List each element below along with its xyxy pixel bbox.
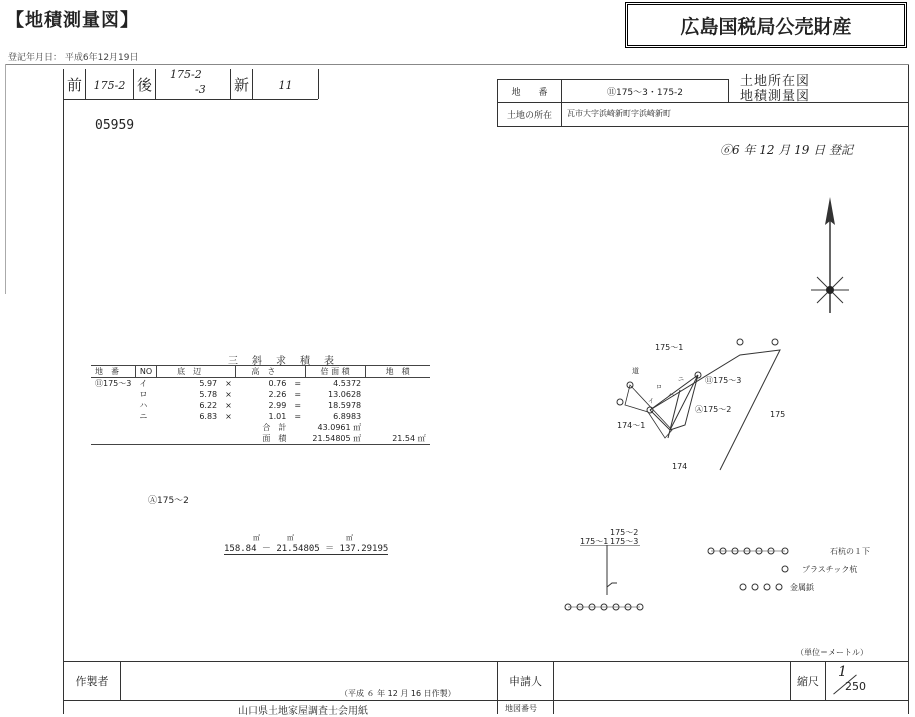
calc-no: ロ	[139, 390, 148, 399]
footer-line	[120, 661, 121, 700]
legend-item1: 石杭の１下	[830, 547, 870, 556]
calc-unit: ㎡	[353, 434, 362, 443]
calc-area-label: 面 積	[262, 434, 287, 443]
calc-eq: =	[294, 379, 302, 388]
document-title: 【地積測量図】	[6, 10, 139, 31]
calc-eq: =	[294, 390, 302, 399]
calc-times: ×	[225, 379, 232, 388]
new-value: 11	[278, 78, 293, 92]
label-174: 174	[672, 462, 688, 471]
scale-numerator: 1	[838, 664, 847, 680]
calc-double-area: 13.0628	[328, 390, 362, 399]
calc-row	[91, 411, 430, 422]
calc-no: ハ	[139, 401, 148, 410]
diag2-left: 175～1	[580, 537, 609, 546]
label-ni: ニ	[678, 376, 685, 383]
calc-no: ニ	[139, 412, 148, 421]
unit-note: （単位＝メートル）	[796, 648, 868, 657]
calc-eq: =	[294, 412, 302, 421]
footer-line	[63, 700, 908, 701]
calc-table	[91, 365, 430, 445]
pc-line	[63, 99, 318, 100]
calc-header: NO	[135, 366, 156, 378]
legend-symbols	[705, 545, 795, 595]
map-number-label: 地図番号	[505, 704, 537, 713]
remainder-formula: 158.84 － 21.54805 ＝ 137.29195	[224, 541, 388, 555]
tb-line	[497, 126, 908, 127]
lot-value: ⑪175～3・175-2	[606, 87, 684, 98]
footer-line	[553, 661, 554, 714]
calc-double-area: 6.8983	[333, 412, 362, 421]
calc-double-area: 4.5372	[333, 379, 362, 388]
calc-row	[91, 378, 430, 390]
label-174-1: 174～1	[617, 421, 646, 430]
label-ro: ロ	[656, 384, 663, 391]
calc-base: 5.78	[199, 390, 218, 399]
label-ha: ハ	[668, 392, 675, 399]
calc-height: 2.26	[268, 390, 287, 399]
registration-date: 登記年月日： 平成6年12月19日	[8, 53, 139, 63]
calc-header: 地 番	[95, 367, 119, 376]
after-value-2: -3	[195, 83, 206, 96]
calc-unit: ㎡	[417, 434, 426, 443]
map-title-1: 土地所在図	[740, 74, 811, 89]
pc-line	[318, 69, 319, 99]
label-175-2: Ⓐ175～2	[695, 405, 732, 414]
calc-unit: ㎡	[353, 423, 362, 432]
calc-times: ×	[225, 390, 232, 399]
diag2-top: 175～2	[610, 528, 639, 537]
calc-land-area: 21.54	[392, 434, 416, 443]
label-road: 道	[632, 367, 639, 375]
calc-height: 2.99	[268, 401, 287, 410]
diag2-lines	[560, 545, 660, 615]
calc-total-value: 43.0961	[317, 423, 351, 432]
location-value: 瓦市大字浜崎新町字浜崎新町	[567, 109, 671, 118]
after-value-1: 175-2	[170, 68, 202, 81]
legend-item3: 金属鋲	[790, 583, 814, 592]
label-175-3: ⑪175～3	[705, 376, 742, 385]
calc-area-value: 21.54805	[312, 434, 351, 443]
registration-stamp: ⑥6 年 12 月 19 日 登記	[720, 143, 854, 157]
remainder-unit: ㎡	[346, 534, 353, 542]
sheet-left-border	[63, 69, 64, 714]
calc-double-area: 18.5978	[328, 401, 362, 410]
author-date: （平成 ６ 年 12 月 16 日作製）	[340, 689, 456, 698]
footer-line	[825, 661, 826, 700]
remainder-unit: ㎡	[253, 534, 260, 542]
sheet-top-border	[5, 64, 909, 65]
calc-no: イ	[139, 379, 148, 388]
legend-item2: プラスチック杭	[802, 565, 858, 574]
margin-line	[5, 64, 6, 294]
calc-header: 倍 面 積	[305, 366, 365, 378]
calc-base: 6.83	[199, 412, 218, 421]
pc-line	[155, 69, 156, 99]
scale-denominator: 250	[845, 680, 866, 693]
calc-area-row	[91, 433, 430, 445]
prev-label: 前	[66, 76, 82, 94]
tb-line	[728, 79, 729, 103]
calc-lot: ⑪175～3	[95, 379, 132, 388]
calc-header: 底 辺	[157, 366, 222, 378]
calc-base: 6.22	[199, 401, 218, 410]
label-175-1: 175～1	[655, 343, 684, 352]
calc-total-row	[91, 422, 430, 433]
remainder-label: Ⓐ175～2	[148, 496, 189, 506]
diag2-right: 175～3	[610, 537, 639, 546]
calc-row	[91, 400, 430, 411]
calc-eq: =	[294, 401, 302, 410]
sheet-right-border	[908, 64, 909, 714]
lot-label: 地 番	[511, 87, 548, 98]
after-label: 後	[136, 76, 152, 94]
calc-height: 1.01	[268, 412, 287, 421]
paper-label: 山口県土地家屋調査士会用紙	[238, 706, 368, 717]
calc-height: 0.76	[268, 379, 287, 388]
north-arrow-icon	[805, 195, 855, 320]
scale-label: 縮尺	[797, 675, 819, 688]
calc-total-label: 合 計	[262, 423, 287, 432]
calc-base: 5.97	[199, 379, 218, 388]
location-label: 土地の所在	[506, 111, 552, 121]
label-i: イ	[648, 398, 655, 405]
calc-header: 高 さ	[236, 366, 291, 378]
calc-row	[91, 389, 430, 400]
doc-number: 05959	[95, 118, 135, 133]
calc-times: ×	[225, 401, 232, 410]
owner-label: 広島国税局公売財産	[625, 2, 907, 48]
calc-times: ×	[225, 412, 232, 421]
new-label: 新	[233, 76, 249, 94]
applicant-label: 申請人	[509, 675, 542, 688]
map-title-2: 地積測量図	[740, 89, 811, 104]
footer-line	[63, 661, 908, 662]
remainder-unit: ㎡	[287, 534, 294, 542]
prev-value: 175-2	[93, 78, 126, 92]
calc-table-title: 三 斜 求 積 表	[228, 356, 336, 367]
label-175: 175	[770, 410, 786, 419]
author-label: 作製者	[75, 675, 109, 688]
calc-header: 地 積	[365, 366, 430, 378]
